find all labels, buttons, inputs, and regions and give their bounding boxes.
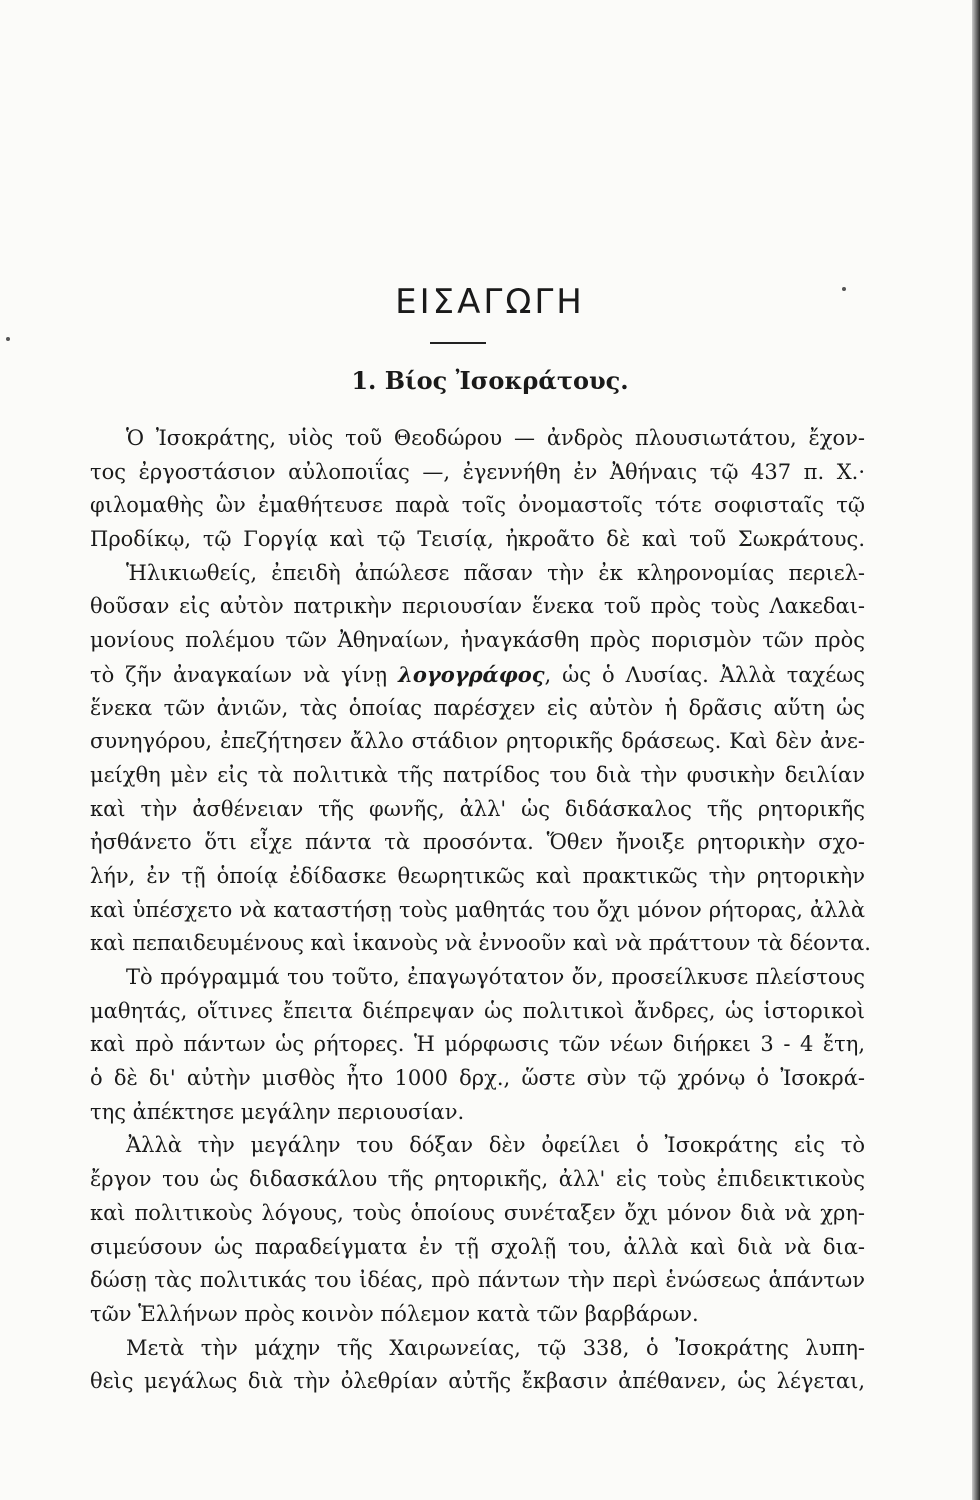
text-line: ἔργον του ὡς διδασκάλου τῆς ρητορικῆς, ἀλλ' εἰς τοὺς ἐπιδεικτικοὺς bbox=[90, 1167, 865, 1192]
text-segment: τὸ ζῆν ἀναγκαίων νὰ γίνῃ bbox=[90, 662, 399, 687]
text-line: της ἀπέκτησε μεγάλην περιουσίαν. bbox=[90, 1099, 465, 1124]
text-line: Ἀλλὰ τὴν μεγάλην του δόξαν δὲν ὀφείλει ὁ Ἰσοκράτης εἰς τὸ bbox=[126, 1133, 865, 1158]
text-line: θεὶς μεγάλως διὰ τὴν ὀλεθρίαν αὐτῆς ἔκβασιν ἀπέθανεν, ὡς λέγεται, bbox=[90, 1369, 865, 1394]
title-divider bbox=[430, 342, 486, 344]
text-line-with-emphasis bbox=[90, 658, 865, 692]
text-line: καὶ πεπαιδευμένους καὶ ἱκανοὺς νὰ ἐννοοῦν καὶ νὰ πράττουν τὰ δέοντα. bbox=[90, 931, 871, 956]
scan-speck bbox=[6, 337, 10, 341]
text-line: Ὁ Ἰσοκράτης, υἱὸς τοῦ Θεοδώρου — ἀνδρὸς πλουσιωτάτου, ἔχον- bbox=[126, 426, 865, 450]
text-line: Τὸ πρόγραμμά του τοῦτο, ἐπαγωγότατον ὄν, προσείλκυσε πλείστους bbox=[126, 965, 865, 989]
text-line: ἕνεκα τῶν ἀνιῶν, τὰς ὁποίας παρέσχεν εἰς αὐτὸν ἡ δρᾶσις αὕτη ὡς bbox=[90, 695, 865, 720]
text-line: λήν, ἐν τῇ ὁποίᾳ ἐδίδασκε θεωρητικῶς καὶ πρακτικῶς τὴν ρητορικὴν bbox=[90, 863, 865, 888]
text-line: ἠσθάνετο ὅτι εἶχε πάντα τὰ προσόντα. Ὅθεν ἤνοιξε ρητορικὴν σχο- bbox=[90, 830, 865, 855]
text-line: τῶν Ἑλλήνων πρὸς κοινὸν πόλεμον κατὰ τῶν βαρβάρων. bbox=[90, 1301, 699, 1326]
text-line: Μετὰ τὴν μάχην τῆς Χαιρωνείας, τῷ 338, ὁ Ἰσοκράτης λυπη- bbox=[126, 1335, 865, 1360]
text-line: μαθητάς, οἵτινες ἔπειτα διέπρεψαν ὡς πολιτικοὶ ἄνδρες, ὡς ἱστορικοὶ bbox=[90, 998, 865, 1023]
emphasized-term: λογογράφος bbox=[398, 661, 545, 687]
text-line: Ἡλικιωθείς, ἐπειδὴ ἀπώλεσε πᾶσαν τὴν ἐκ κληρονομίας περιελ- bbox=[126, 560, 865, 585]
text-line: καὶ πολιτικοὺς λόγους, τοὺς ὁποίους συνέταξεν ὄχι μόνον διὰ νὰ χρη- bbox=[90, 1200, 865, 1225]
text-line: συνηγόρου, ἐπεζήτησεν ἄλλο στάδιον ρητορικῆς δράσεως. Καὶ δὲν ἀνε- bbox=[90, 729, 865, 754]
text-line: καὶ τὴν ἀσθένειαν τῆς φωνῆς, ἀλλ' ὡς διδάσκαλος τῆς ρητορικῆς bbox=[90, 796, 865, 821]
text-line: σιμεύσουν ὡς παραδείγματα ἐν τῇ σχολῇ του, ἀλλὰ καὶ διὰ νὰ δια- bbox=[90, 1234, 865, 1259]
text-line: Προδίκῳ, τῷ Γοργίᾳ καὶ τῷ Τεισίᾳ, ἠκροᾶτο δὲ καὶ τοῦ Σωκράτους. bbox=[90, 527, 865, 552]
body-text bbox=[90, 422, 871, 1399]
text-line: μείχθη μὲν εἰς τὰ πολιτικὰ τῆς πατρίδος του διὰ τὴν φυσικὴν δειλίαν bbox=[90, 762, 865, 787]
text-line: ὁ δὲ δι' αὐτὴν μισθὸς ἦτο 1000 δρχ., ὥστε σὺν τῷ χρόνῳ ὁ Ἰσοκρά- bbox=[90, 1066, 865, 1091]
text-line: φιλομαθὴς ὢν ἐμαθήτευσε παρὰ τοῖς ὀνομαστοῖς τότε σοφισταῖς τῷ bbox=[90, 493, 865, 518]
section-title: 1. Βίος Ἰσοκράτους. bbox=[351, 366, 629, 395]
text-line: καὶ ὑπέσχετο νὰ καταστήσῃ τοὺς μαθητάς του ὄχι μόνον ρήτορας, ἀλλὰ bbox=[90, 897, 865, 922]
text-line: τος ἐργοστάσιον αὐλοποιΐας —, ἐγεννήθη ἐν Ἀθήναις τῷ 437 π. Χ.· bbox=[90, 459, 865, 484]
text-line: καὶ πρὸ πάντων ὡς ρήτορες. Ἡ μόρφωσις τῶν νέων διήρκει 3 - 4 ἔτη, bbox=[90, 1032, 865, 1057]
text-line: θοῦσαν εἰς αὐτὸν πατρικὴν περιουσίαν ἕνεκα τοῦ πρὸς τοὺς Λακεδαι- bbox=[90, 594, 865, 619]
page-binding-edge bbox=[972, 0, 980, 1500]
text-line: μονίους πολέμου τῶν Ἀθηναίων, ἠναγκάσθη πρὸς πορισμὸν τῶν πρὸς bbox=[90, 628, 865, 653]
text-line: δώσῃ τὰς πολιτικάς του ἰδέας, πρὸ πάντων τὴν περὶ ἑνώσεως ἁπάντων bbox=[90, 1268, 865, 1293]
text-segment: , ὡς ὁ Λυσίας. Ἀλλὰ ταχέως bbox=[544, 662, 865, 687]
chapter-title: ΕΙΣΑΓΩΓΗ bbox=[395, 282, 585, 322]
